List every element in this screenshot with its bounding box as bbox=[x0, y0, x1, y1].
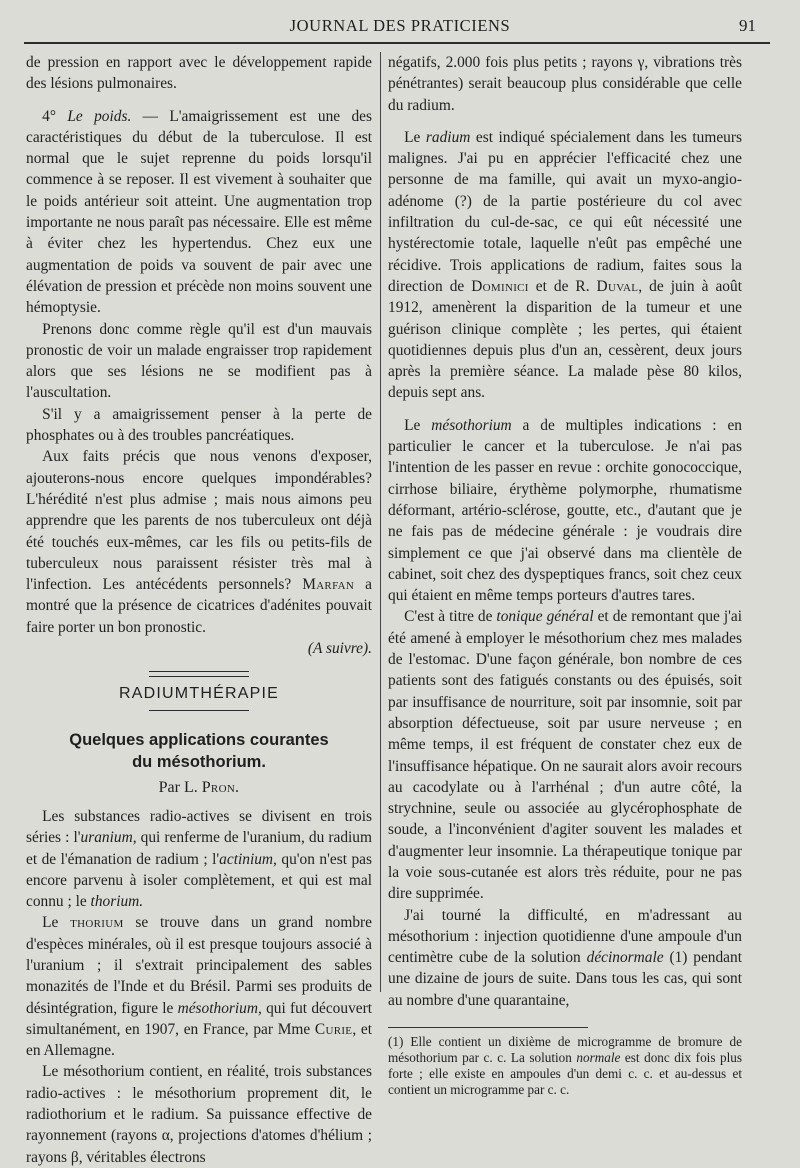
paragraph-radium: Le radium est indiqué spécialement dans les tumeurs malignes. J'ai pu en apprécier l'efficacité chez une personne de ma famille, qui avait un myxo-angio-adénome (?) de la partie postérieure du col avec infiltration du cul-de-sac, ce qui eût nécessité une hystérectomie totale, laquelle n'eût pas empêché une récidive. Trois applications de radium, faites sous la direction de Dominici et de R. Duval, de juin à août 1912, amenèrent la disparition de la tumeur et une guérison clinique complète ; les pertes, qui étaient quotidiennes depuis plus d'un an, cessèrent, deux jours après la première séance. La malade pèse 80 kilos, depuis sept ans. bbox=[388, 128, 742, 402]
paragraph: Les substances radio-actives se divisent en trois séries : l'uranium, qui renferme de l'uranium, du radium et de l'émanation de radium ; l'actinium, qu'on n'est pas encore parvenu à isoler complètement, et qui est mal connu ; le thorium. bbox=[26, 807, 372, 911]
paragraph: S'il y a amaigrissement penser à la perte de phosphates ou à des troubles pancréatiques. bbox=[26, 405, 372, 445]
left-column bbox=[26, 52, 372, 1168]
footnote: (1) Elle contient un dixième de microgramme de bromure de mésothorium par c. c. La solution normale est donc dix fois plus forte ; elle existe en ampoules d'un demi c. c. et au-dessus et contient un microgramme par c. c. bbox=[388, 1034, 742, 1098]
page-number: 91 bbox=[739, 16, 756, 35]
column-divider bbox=[380, 52, 381, 992]
paragraph: Le thorium se trouve dans un grand nombre d'espèces minérales, où il est presque toujours associé à l'uranium ; il s'extrait principalement des sables monazités de l'Inde et du Brésil. Parmi ses produits de désintégration, figure le mésothorium, qui fut découvert simultanément, en 1907, en France, par Mme Curie, et en Allemagne. bbox=[26, 914, 372, 1060]
to-be-continued: (A suivre). bbox=[307, 640, 372, 658]
paragraph-mesothorium: Le mésothorium a de multiples indications : en particulier le cancer et la tuberculose. Je n'ai pas l'intention de les passer en revue : orchite gonococcique, cirrhose biliaire, érythème polymorphe, rhumatisme déformant, artério-sclérose, goutte, etc., d'autant que je ne fais pas de médecine générale : je voudrais dire simplement ce que j'ai observé dans ma clientèle de cabinet, soit chez des dyspeptiques francs, soit chez ceux qui étaient en même temps porteurs d'autres tares. bbox=[388, 416, 742, 605]
article-title: Quelques applications courantes du mésothorium. bbox=[69, 730, 329, 771]
paragraph: Le mésothorium contient, en réalité, trois substances radio-actives : le mésothorium proprement dit, le radiothorium et le radium. Sa puissance effective de rayonnement (rayons α, projections d'atomes d'hélium ; rayons β, véritables électrons bbox=[26, 1063, 372, 1166]
article-byline: Par L. Pron. bbox=[158, 778, 240, 796]
paragraph: J'ai tourné la difficulté, en m'adressant au mésothorium : injection quotidienne d'une ampoule d'un centimètre cube de la solution décinormale (1) pendant une dizaine de jours de suite. Dans tous les cas, qui sont au nombre d'une quarantaine, bbox=[388, 906, 742, 1009]
header-rule bbox=[24, 42, 770, 44]
paragraph: Aux faits précis que nous venons d'exposer, ajouterons-nous encore quelques impondérables? L'hérédité n'est plus admise ; mais nous aimons peu apprendre que les parents de nos tuberculeux ont déjà été touchés eux-mêmes, car les fils ou petits-fils de tuberculeux nous paraissent résister très mal à l'infection. Les antécédents personnels? Marfan a montré que la présence de cicatrices d'adénites pouvait faire porter un bon pronostic. bbox=[26, 448, 372, 636]
section-double-rule bbox=[149, 671, 249, 677]
section-title: RADIUMTHÉRAPIE bbox=[119, 685, 279, 703]
paragraph: de pression en rapport avec le développement rapide des lésions pulmonaires. bbox=[26, 54, 372, 93]
paragraph: Prenons donc comme règle qu'il est d'un mauvais pronostic de voir un malade engraisser trop rapidement alors que ses lésions ne se modifient pas à l'auscultation. bbox=[26, 320, 372, 402]
footnote-rule bbox=[388, 1027, 588, 1028]
section-header bbox=[26, 671, 372, 710]
paragraph-tonique: C'est à titre de tonique général et de remontant que j'ai été amené à employer le mésothorium chez mes malades de l'estomac. D'une façon générale, bon nombre de ces patients sont des fatigués constants ou des épuisés, soit par insuffisance de nourriture, soit par insomnie, soit par absorption défectueuse, soit par usure nerveuse ; en même temps, il est fréquent de constater chez eux de l'insuffisance hépatique. On ne saurait alors avoir recours au cacodylate ou à l'arrhénal ; d'un autre côté, la strychnine, seule ou associée au glycérophosphate de soude, a l'inconvénient d'agiter souvent les malades et d'augmenter leur insomnie. La thérapeutique tonique par la voie sous-cutanée est alors très réduite, pour ne pas dire supprimée. bbox=[388, 608, 742, 903]
journal-title: JOURNAL DES PRATICIENS bbox=[289, 16, 511, 35]
paragraph-le-poids: 4° Le poids. — L'amaigrissement est une des caractéristiques du début de la tuberculose. Il est normal que le sujet reprenne du poids lorsqu'il commence à se reposer. Il est vivement à souhaiter que le poids antérieur soit atteint. Une augmentation trop importante ne nous paraît pas nécessaire. Elle est même à éviter chez les hypertendus. Chez eux une augmentation de poids va souvent de pair avec une élévation de pression et précède non moins souvent une hémoptysie. bbox=[26, 107, 373, 317]
right-column bbox=[388, 52, 742, 1098]
section-rule bbox=[149, 710, 249, 711]
paragraph: négatifs, 2.000 fois plus petits ; rayons γ, vibrations très pénétrantes) serait beaucoup plus considérable que celle du radium. bbox=[388, 54, 742, 114]
page-header bbox=[0, 0, 800, 44]
